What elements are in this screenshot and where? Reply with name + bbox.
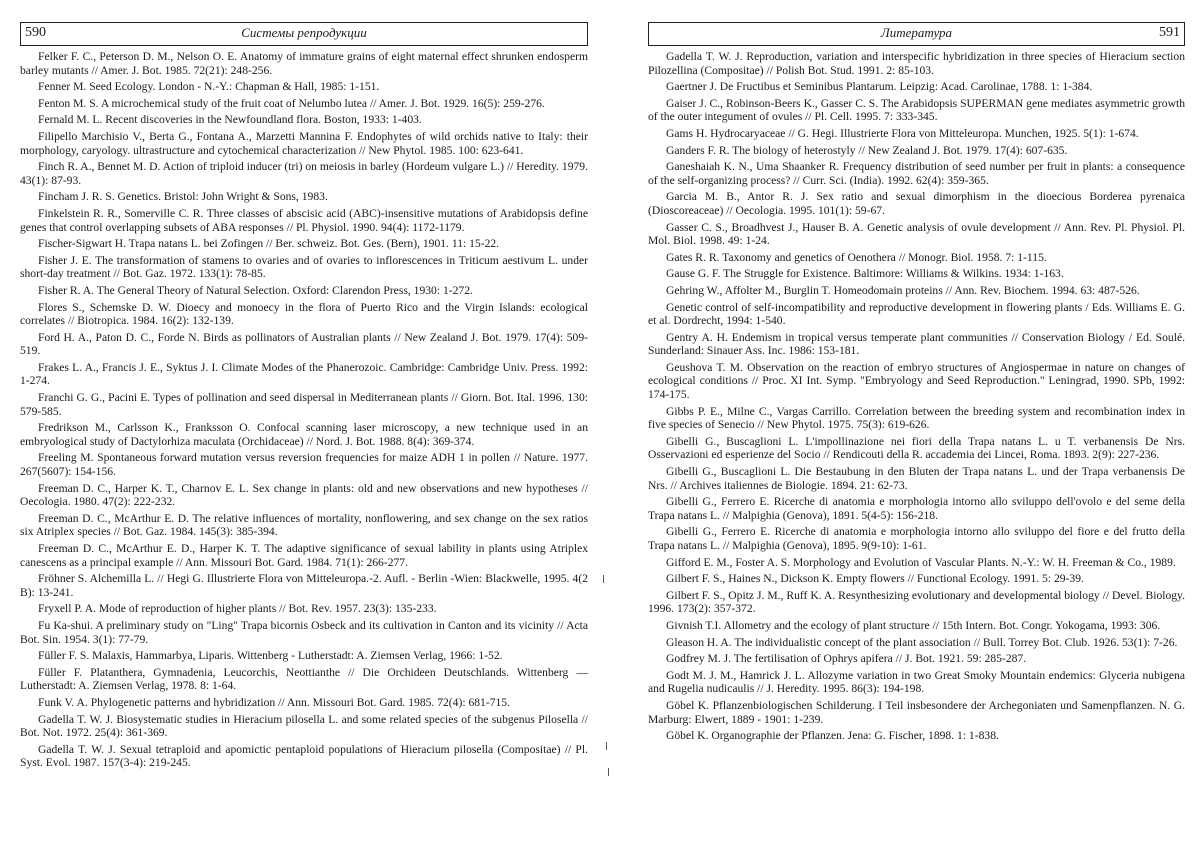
- reference-entry: Fisher R. A. The General Theory of Natural Selection. Oxford: Clarendon Press, 1930: 1-272.: [38, 283, 473, 297]
- reference-entry: Fernald M. L. Recent discoveries in the Newfoundland flora. Boston, 1933: 1-403.: [38, 113, 422, 127]
- reference-entry: Flores S., Schemske D. W. Dioecy and monoecy in the flora of Puerto Rico and the Virgin Islands: ecological correlates // Biotropica. 1984. 16(2): 132-139.: [20, 300, 588, 328]
- running-header: [20, 22, 588, 46]
- reference-entry: Freeman D. C., Harper K. T., Charnov E. L. Sex change in plants: old and new observations and new hypotheses // Oecologia. 1980. 47(2): 222-232.: [20, 481, 588, 509]
- reference-entry: Gadella T. W. J. Biosystematic studies in Hieracium pilosella L. and some related species of the subgenus Pilosella // Bot. Not. 1972. 25(4): 361-369.: [20, 712, 588, 740]
- gutter-mark: [608, 768, 609, 776]
- reference-entry: Gause G. F. The Struggle for Existence. Baltimore: Williams & Wilkins. 1934: 1-163.: [666, 267, 1064, 281]
- running-title: Литература: [880, 25, 953, 40]
- reference-entry: Fincham J. R. S. Genetics. Bristol: John Wright & Sons, 1983.: [38, 190, 328, 204]
- reference-list: [648, 50, 1185, 746]
- reference-entry: Fenner M. Seed Ecology. London - N.-Y.: Chapman & Hall, 1985: 1-151.: [38, 80, 380, 94]
- reference-entry: Gifford E. M., Foster A. S. Morphology and Evolution of Vascular Plants. N.-Y.: W. H. Freeman & Co., 1989.: [666, 555, 1176, 569]
- reference-entry: Funk V. A. Phylogenetic patterns and hybridization // Ann. Missouri Bot. Gard. 1985. 72(4): 681-715.: [38, 695, 510, 709]
- reference-entry: Füller F. S. Malaxis, Hammarbya, Liparis. Wittenberg - Lutherstadt: A. Ziemsen Verlag, 1966: 1-52.: [38, 649, 503, 663]
- reference-entry: Gaertner J. De Fructibus et Seminibus Plantarum. Leipzig: Acad. Carolinae, 1788. 1: 1-384.: [666, 80, 1093, 94]
- reference-entry: Göbel K. Pflanzenbiologischen Schilderung. I Teil insbesondere der Archegoniaten und Samenpflanzen. N. G. Marburg: Elwert, 1889 - 1901: 1-239.: [648, 698, 1185, 726]
- reference-entry: Gentry A. H. Endemism in tropical versus temperate plant communities // Conservation Biology / Ed. Soulé. Sunderland: Sinauer Ass. Inc. 1986: 153-181.: [648, 330, 1185, 358]
- reference-entry: Freeman D. C., McArthur E. D. The relative influences of mortality, nonflowering, and sex change on the sex ratios six Atriplex species // Bot. Gaz. 1984. 145(3): 385-394.: [20, 511, 588, 539]
- reference-entry: Fu Ka-shui. A preliminary study on "Ling" Trapa bicornis Osbeck and its cultivation in Canton and its vicinity // Acta Bot. Sin. 1954. 3(1): 77-79.: [20, 618, 588, 646]
- reference-entry: Fisher J. E. The transformation of stamens to ovaries and of ovaries to inflorescences in Triticum aestivum L. under short-day treatment // Bot. Gaz. 1972. 133(1): 78-85.: [20, 253, 588, 281]
- reference-entry: Gibbs P. E., Milne C., Vargas Carrillo. Correlation between the breeding system and recombination index in five species of Senecio // New Phytol. 1975. 75(3): 619-626.: [648, 404, 1185, 432]
- right-page: [648, 0, 1185, 863]
- reference-entry: Felker F. C., Peterson D. M., Nelson O. E. Anatomy of immature grains of eight maternal effect shrunken endosperm barley mutants // Amer. J. Bot. 1985. 72(21): 248-256.: [20, 50, 588, 77]
- reference-entry: Ganders F. R. The biology of heterostyly // New Zealand J. Bot. 1979. 17(4): 607-635.: [666, 143, 1068, 157]
- reference-entry: Gams H. Hydrocaryaceae // G. Hegi. Illustrierte Flora von Mitteleuropa. Munchen, 1925. 5(1): 1-674.: [666, 126, 1139, 140]
- reference-entry: Gibelli G., Ferrero E. Ricerche di anatomia e morphologia intorno allo sviluppo dell'ovolo e del seme della Trapa natans L. // Malpighia (Genova), 1891. 5(4-5): 156-218.: [648, 495, 1185, 522]
- reference-entry: Gleason H. A. The individualistic concept of the plant association // Bull. Torrey Bot. Club. 1926. 53(1): 7-26.: [666, 635, 1178, 649]
- reference-entry: Gates R. R. Taxonomy and genetics of Oenothera // Monogr. Biol. 1958. 7: 1-115.: [666, 250, 1047, 264]
- running-header: [648, 22, 1185, 46]
- gutter-mark: [606, 742, 607, 750]
- reference-entry: Gibelli G., Ferrero E. Ricerche di anatomia e morphologia intorno allo sviluppo del fiore e del frutto della Trapa natans L. // Malpighia (Genova), 1895. 9(9-10): 1-61.: [648, 525, 1185, 552]
- reference-entry: Filipello Marchisio V., Berta G., Fontana A., Marzetti Mannina F. Endophytes of wild orchids native to Italy: their morphology, caryology. ultrastructure and cytochemical characterization // New Phytol. 1985. 100: 623-641.: [20, 129, 588, 157]
- reference-entry: Geushova T. M. Observation on the reaction of embryo structures of Angiospermae in nature on changes of ecological conditions // Proc. XI Int. Symp. "Embryology and Seed Reproduction." Leningrad, 1990. SPb, 1992: 174-175.: [648, 360, 1185, 402]
- reference-entry: Freeman D. C., McArthur E. D., Harper K. T. The adaptive significance of sexual lability in plants using Atriplex canescens as a principal example // Ann. Missouri Bot. Gard. 1984. 71(1): 266-277.: [20, 542, 588, 569]
- reference-entry: Füller F. Platanthera, Gymnadenia, Leucorchis, Neottianthe // Die Orchideen Deutschlands. Wittenberg — Lutherstadt: A. Ziemsen Verlag, 1978. 8: 1-64.: [20, 665, 588, 693]
- reference-entry: Freeling M. Spontaneous forward mutation versus reversion frequencies for maize ADH 1 in pollen // Nature. 1977. 267(5607): 154-156.: [20, 451, 588, 479]
- reference-entry: Ganeshaiah K. N., Uma Shaanker R. Frequency distribution of seed number per fruit in plants: a consequence of the self-organizing process? // Curr. Sci. (India). 1992. 62(4): 359-365.: [648, 160, 1185, 187]
- page-number: 591: [1159, 25, 1180, 40]
- reference-entry: Gilbert F. S., Opitz J. M., Ruff K. A. Resynthesizing evolutionary and developmental biology // Devel. Biology. 1996. 173(2): 357-372.: [648, 588, 1185, 616]
- reference-entry: Garcia M. B., Antor R. J. Sex ratio and sexual dimorphism in the dioecious Borderea pyrenaica (Dioscoreaceae) // Oecologia. 1995. 101(1): 59-67.: [648, 190, 1185, 217]
- reference-entry: Givnish T.I. Allometry and the ecology of plant structure // 15th Intern. Bot. Congr. Yokogama, 1993: 306.: [666, 618, 1161, 632]
- page-number: 590: [25, 25, 46, 40]
- reference-entry: Fryxell P. A. Mode of reproduction of higher plants // Bot. Rev. 1957. 23(3): 135-233.: [38, 602, 437, 616]
- reference-list: [20, 50, 588, 773]
- reference-entry: Godt M. J. M., Hamrick J. L. Allozyme variation in two Great Smoky Mountain endemics: Glyceria nubigena and Rugelia nudicaulis // J. Heredity. 1995. 86(3): 194-198.: [648, 668, 1185, 696]
- reference-entry: Gadella T. W. J. Sexual tetraploid and apomictic pentaploid populations of Hieracium pilosella (Compositae) // Pl. Syst. Evol. 1987. 157(3-4): 219-245.: [20, 742, 588, 770]
- reference-entry: Finch R. A., Bennet M. D. Action of triploid inducer (tri) on meiosis in barley (Hordeum vulgare L.) // Heredity. 1979. 43(1): 87-93.: [20, 160, 588, 187]
- reference-entry: Ford H. A., Paton D. C., Forde N. Birds as pollinators of Australian plants // New Zealand J. Bot. 1979. 17(4): 509-519.: [20, 330, 588, 358]
- reference-entry: Fenton M. S. A microchemical study of the fruit coat of Nelumbo lutea // Amer. J. Bot. 1929. 16(5): 259-276.: [38, 96, 545, 110]
- reference-entry: Fischer-Sigwart H. Trapa natans L. bei Zofingen // Ber. schweiz. Bot. Ges. (Bern), 1901. 11: 15-22.: [38, 237, 500, 251]
- reference-entry: Franchi G. G., Pacini E. Types of pollination and seed dispersal in Mediterranean plants // Giorn. Bot. Ital. 1996. 130: 579-585.: [20, 391, 588, 418]
- running-title: Системы репродукции: [241, 25, 367, 40]
- reference-entry: Fredrikson M., Carlsson K., Franksson O. Confocal scanning laser microscopy, a new technique used in an embryological study of Dactylorhiza maculata (Orchidaceae) // Nord. J. Bot. 1988. 8(4): 369-374.: [20, 421, 588, 448]
- reference-entry: Gibelli G., Buscaglioni L. L'impollinazione nei fiori della Trapa natans L. u T. verbanensis De Nrs. Osservazioni ed esperienze del Socio // Rendicouti della R. accademia dei Lincei, Roma. 1893. 2(9): 227-236.: [648, 434, 1185, 462]
- reference-entry: Frakes L. A., Francis J. E., Syktus J. I. Climate Modes of the Phanerozoic. Cambridge: Cambridge Univ. Press. 1992: 1-274.: [20, 360, 588, 388]
- reference-entry: Godfrey M. J. The fertilisation of Ophrys apifera // J. Bot. 1921. 59: 285-287.: [666, 652, 1027, 666]
- reference-entry: Gasser C. S., Broadhvest J., Hauser B. A. Genetic analysis of ovule development // Ann. Rev. Pl. Physiol. Pl. Mol. Biol. 1998. 49: 1-24.: [648, 220, 1185, 248]
- reference-entry: Gilbert F. S., Haines N., Dickson K. Empty flowers // Functional Ecology. 1991. 5: 29-39.: [666, 572, 1084, 586]
- reference-entry: Gibelli G., Buscaglioni L. Die Bestaubung in den Bluten der Trapa natans L. und der Trapa verbanensis De Nrs. // Archives italiennes de Biologie. 1894. 21: 62-73.: [648, 465, 1185, 492]
- reference-entry: Göbel K. Organographie der Pflanzen. Jena: G. Fischer, 1898. 1: 1-838.: [666, 729, 999, 743]
- left-page: [20, 0, 588, 863]
- reference-entry: Fröhner S. Alchemilla L. // Hegi G. Illustrierte Flora von Mitteleuropa.-2. Aufl. - Berlin -Wien: Blackwelle, 1995. 4(2 B): 13-241.: [20, 572, 588, 599]
- reference-entry: Finkelstein R. R., Somerville C. R. Three classes of abscisic acid (ABC)-insensitive mutations of Arabidopsis define genes that control overlapping subsets of ABA responses // Pl. Physiol. 1990. 94(4): 1172-1179.: [20, 206, 588, 234]
- gutter-mark: [603, 575, 604, 583]
- reference-entry: Gaiser J. C., Robinson-Beers K., Gasser C. S. The Arabidopsis SUPERMAN gene mediates asymmetric growth of the outer integument of ovules // Pl. Cell. 1995. 7: 333-345.: [648, 96, 1185, 124]
- reference-entry: Gehring W., Affolter M., Burglin T. Homeodomain proteins // Ann. Rev. Biochem. 1994. 63: 487-526.: [666, 283, 1140, 297]
- reference-entry: Genetic control of self-incompatibility and reproductive development in flowering plants / Eds. Williams E. G. et al. Dordrecht, 1994: 1-540.: [648, 300, 1185, 328]
- reference-entry: Gadella T. W. J. Reproduction, variation and interspecific hybridization in three species of Hieracium section Pilozellina (Compositae) // Polish Bot. Stud. 1991. 2: 85-103.: [648, 50, 1185, 77]
